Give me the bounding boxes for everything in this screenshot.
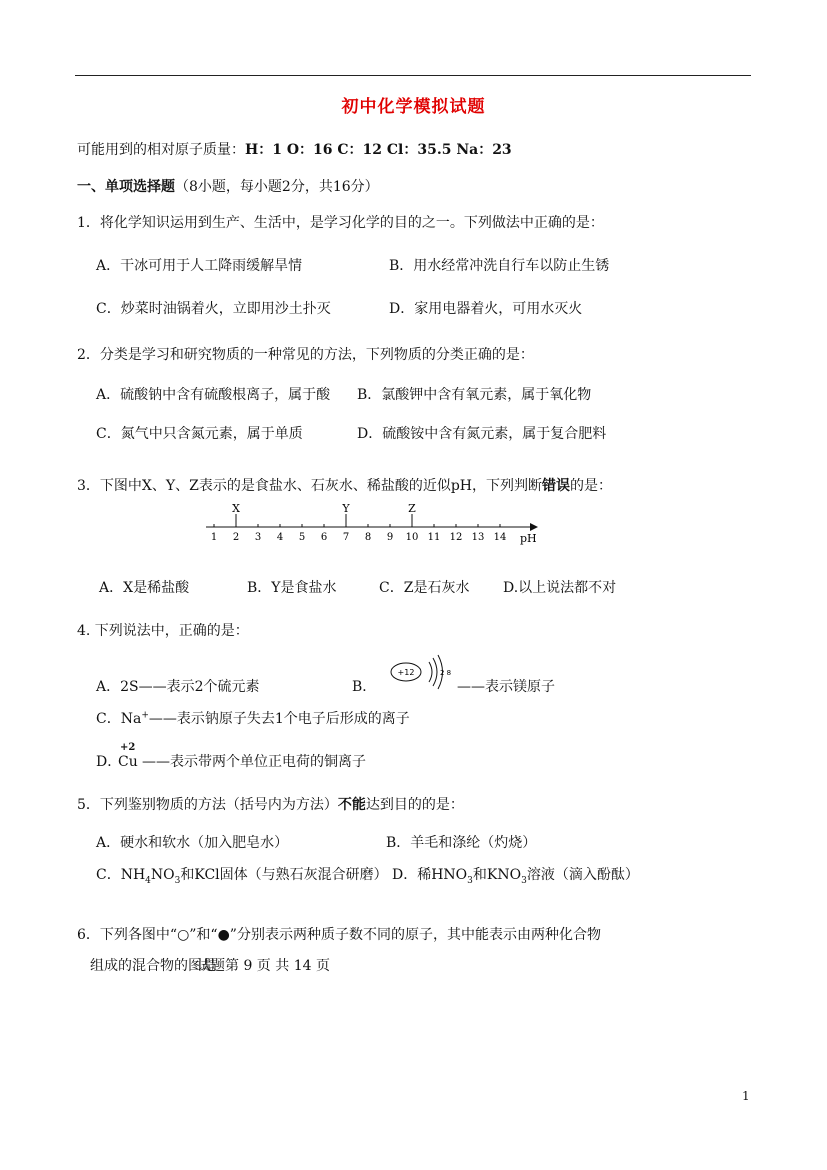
ph-axis-label: pH	[520, 532, 537, 545]
ph-tick-label: 8	[364, 532, 372, 543]
page-title: 初中化学模拟试题	[341, 97, 486, 117]
atomic-masses-values: H：1 O：16 C：12 Cl：35.5 Na：23	[245, 142, 512, 158]
q4-stem: 4. 下列说法中，正确的是：	[77, 623, 249, 639]
section1-heading: 一、单项选择题	[77, 179, 175, 195]
q5-option-d-mid: 和KNO	[472, 867, 522, 883]
q4-option-b-label: B．	[352, 679, 377, 695]
q1-option-b: B．用水经常冲洗自行车以防止生锈	[389, 258, 610, 274]
q3-stem-post: 的是：	[570, 478, 613, 494]
ph-tick-label: 11	[427, 532, 441, 543]
ph-tick-label: 10	[405, 532, 419, 543]
q5-stem-bold: 不能	[337, 797, 366, 813]
q1-option-a: A．干冰可用于人工降雨缓解旱情	[96, 258, 303, 274]
ph-marker-label: Z	[408, 502, 416, 515]
q2-option-a: A．硫酸钠中含有硫酸根离子，属于酸	[96, 387, 331, 403]
q4-option-c-post: ——表示钠原子失去1个电子后形成的离子	[148, 711, 410, 727]
q4-option-c-pre: C．Na	[96, 711, 142, 727]
q3-stem-bold: 错误	[542, 478, 571, 494]
atomic-masses-line	[77, 141, 512, 159]
ph-tick-label: 3	[254, 532, 262, 543]
q2-stem: 2．分类是学习和研究物质的一种常见的方法，下列物质的分类正确的是：	[77, 347, 534, 363]
q5-option-d	[392, 866, 639, 884]
exam-page-footer: 试题第 9 页 共 14 页	[197, 958, 330, 974]
ph-marker-label: X	[232, 502, 240, 515]
q1-option-d: D．家用电器着火，可用水灭火	[389, 301, 583, 317]
ph-scale-group	[206, 502, 538, 545]
atomic-masses-prefix: 可能用到的相对原子质量：	[77, 142, 245, 158]
ph-tick-label: 4	[276, 532, 284, 543]
q4-option-c-sup: +	[141, 710, 149, 721]
q2-option-b: B．氯酸钾中含有氧元素，属于氧化物	[357, 387, 592, 403]
q3-option-a: A．X是稀盐酸	[99, 580, 190, 596]
nucleus-charge: +12	[397, 668, 415, 677]
ph-tick-label: 5	[298, 532, 306, 543]
q4-option-c	[96, 710, 410, 728]
q5-option-d-sub1: 3	[467, 875, 473, 886]
q5-option-d-post: 溶液（滴入酚酞）	[526, 867, 639, 883]
ph-tick-label: 9	[386, 532, 394, 543]
q3-option-c: C．Z是石灰水	[379, 580, 470, 596]
q5-stem	[77, 796, 464, 814]
ph-tick-label: 6	[320, 532, 328, 543]
ph-axis-arrow	[530, 523, 538, 531]
electron-shell-counts: 2 8	[440, 669, 451, 677]
ph-scale-diagram	[200, 500, 545, 548]
ph-tick-label: 1	[210, 532, 218, 543]
q3-stem-pre: 3．下图中X、Y、Z表示的是食盐水、石灰水、稀盐酸的近似pH，下列判断	[77, 478, 543, 494]
ph-tick-label: 12	[449, 532, 463, 543]
q4-option-d-charge: +2	[120, 742, 136, 753]
q5-stem-post: 达到目的的是：	[365, 797, 464, 813]
page-number: 1	[742, 1089, 750, 1103]
q3-option-d: D.以上说法都不对	[503, 580, 617, 596]
q4-option-d-text: ——表示带两个单位正电荷的铜离子	[142, 754, 366, 770]
ph-tick-label: 13	[471, 532, 485, 543]
q5-option-c	[96, 866, 388, 884]
q4-option-d-label: D．	[96, 754, 122, 770]
header-rule	[75, 75, 751, 76]
q3-stem	[77, 477, 612, 495]
q1-stem: 1．将化学知识运用到生产、生活中，是学习化学的目的之一。下列做法中正确的是：	[77, 215, 604, 231]
section1-header	[77, 178, 379, 196]
section1-note: （8小题，每小题2分，共16分）	[175, 179, 379, 195]
q4-option-d-symbol: Cu	[118, 754, 138, 770]
q6-stem: 6．下列各图中“○”和“●”分别表示两种质子数不同的原子，其中能表示由两种化合物	[77, 927, 601, 943]
ph-marker-label: Y	[342, 502, 350, 515]
magnesium-atom-diagram	[383, 654, 451, 694]
q2-option-c: C．氮气中只含氮元素，属于单质	[96, 426, 303, 442]
q2-option-d: D．硫酸铵中含有氮元素，属于复合肥料	[357, 426, 607, 442]
q3-option-b: B．Y是食盐水	[247, 580, 337, 596]
q5-stem-pre: 5．下列鉴别物质的方法（括号内为方法）	[77, 797, 338, 813]
q4-option-b-text: ——表示镁原子	[457, 679, 555, 695]
q5-option-a: A．硬水和软水（加入肥皂水）	[96, 835, 289, 851]
ph-tick-label: 14	[493, 532, 507, 543]
electron-shell-2	[433, 658, 437, 686]
ph-tick-label: 7	[342, 532, 350, 543]
q6-stem-line2: 组成的混合物的图是	[90, 958, 216, 974]
q5-option-c-post: 和KCl固体（与熟石灰混合研磨）	[180, 867, 388, 883]
q5-option-b: B．羊毛和涤纶（灼烧）	[386, 835, 537, 851]
electron-shell-1	[429, 662, 432, 682]
q5-option-c-sub1: 4	[145, 875, 151, 886]
q5-option-c-sub2: 3	[174, 875, 181, 886]
q5-option-c-mid: NO	[150, 867, 175, 883]
q5-option-d-pre: D．稀HNO	[392, 867, 468, 883]
ph-tick-label: 2	[232, 532, 240, 543]
q5-option-c-pre: C．NH	[96, 867, 146, 883]
q4-option-a: A．2S——表示2个硫元素	[96, 679, 260, 695]
q5-option-d-sub2: 3	[521, 875, 527, 886]
q1-option-c: C．炒菜时油锅着火，立即用沙土扑灭	[96, 301, 331, 317]
